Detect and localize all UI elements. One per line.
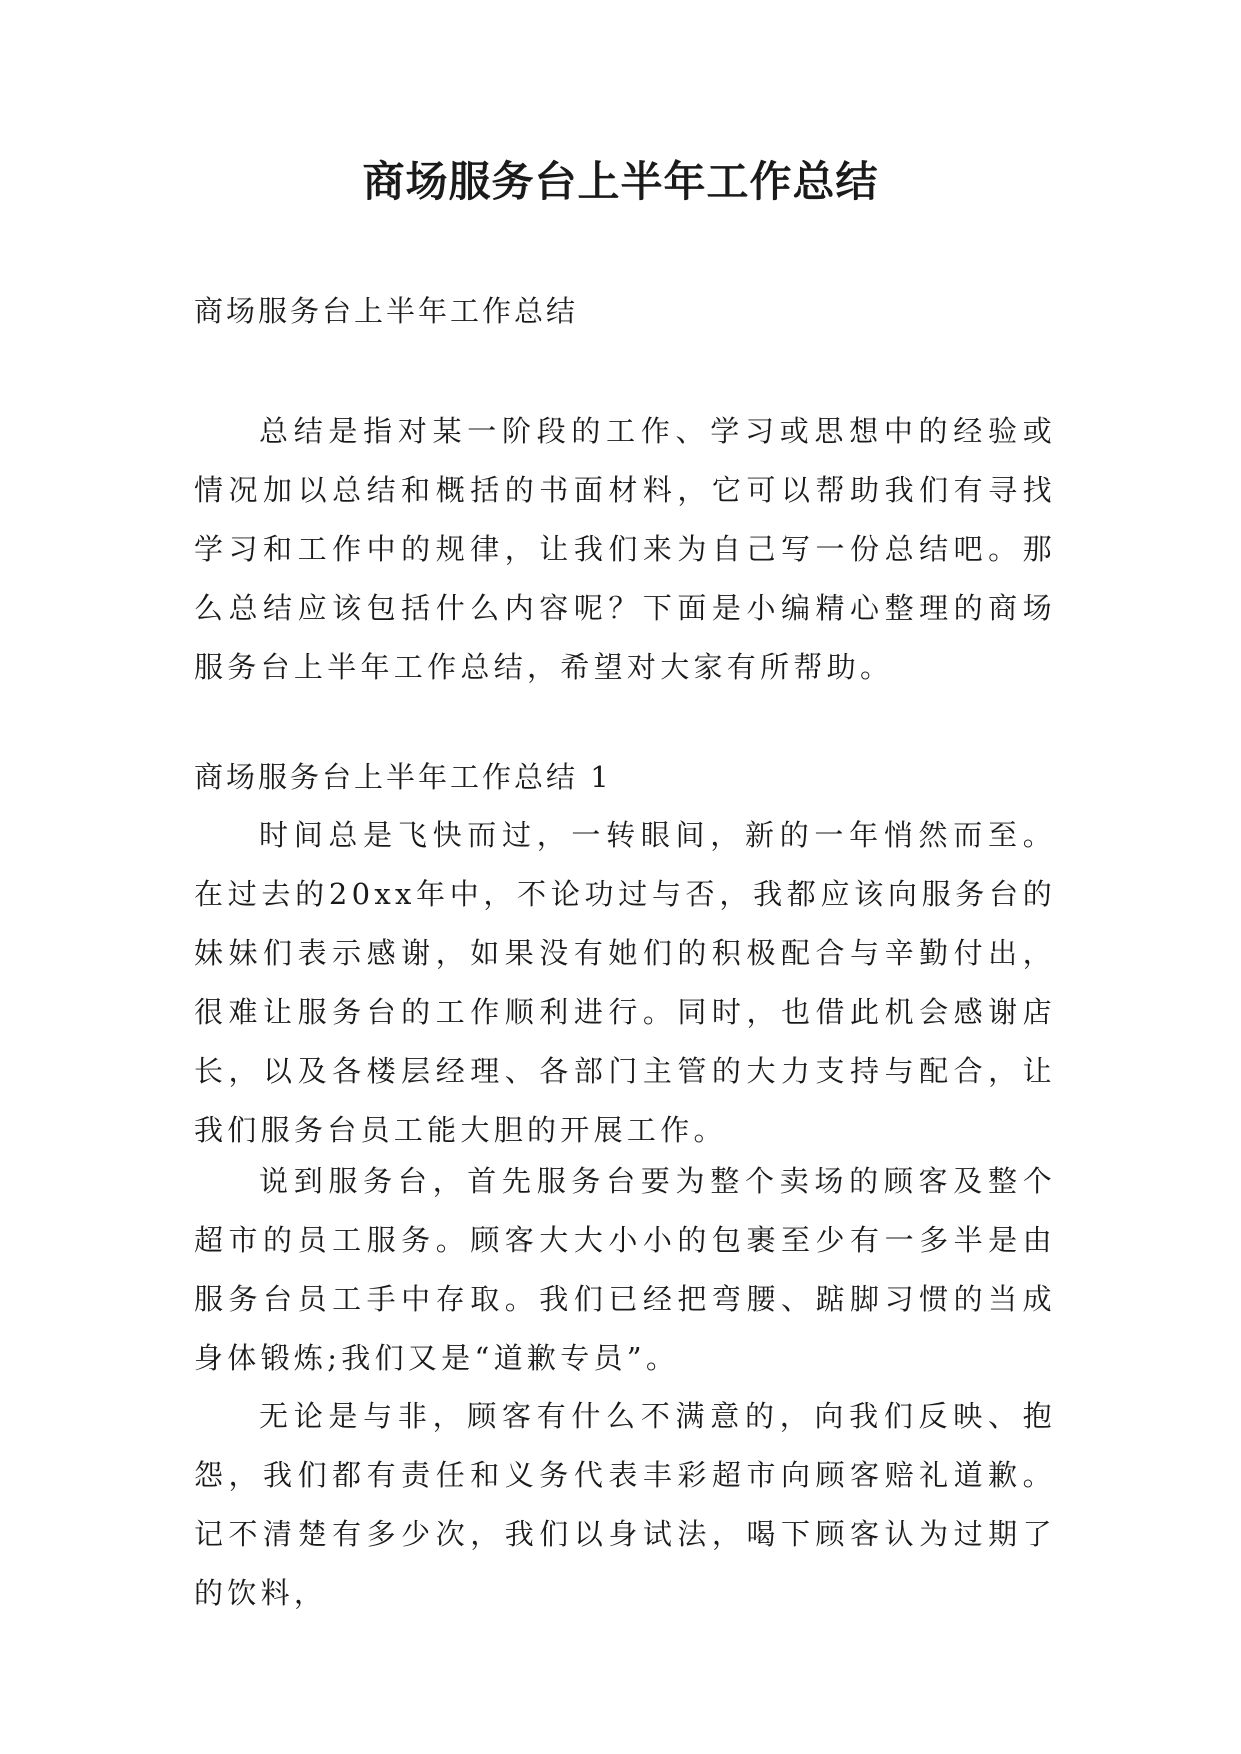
- section-heading: 商场服务台上半年工作总结 1: [194, 760, 612, 794]
- body-paragraph-1: 时间总是飞快而过，一转眼间，新的一年悄然而至。在过去的20xx年中，不论功过与否，我都应该向服务台的妹妹们表示感谢，如果没有她们的积极配合与辛勤付出，很难让服务台的工作顺利进行。同时，也借此机会感谢店长，以及各楼层经理、各部门主管的大力支持与配合，让我们服务台员工能大胆的开展工作。: [194, 818, 1056, 1147]
- body-paragraph-3: 无论是与非，顾客有什么不满意的，向我们反映、抱怨，我们都有责任和义务代表丰彩超市向顾客赔礼道歉。记不清楚有多少次，我们以身试法，喝下顾客认为过期了的饮料，: [194, 1399, 1056, 1610]
- document-title: 商场服务台上半年工作总结: [362, 157, 879, 206]
- intro-paragraph: 总结是指对某一阶段的工作、学习或思想中的经验或情况加以总结和概括的书面材料，它可以帮助我们有寻找学习和工作中的规律，让我们来为自己写一份总结吧。那么总结应该包括什么内容呢？下面是小编精心整理的商场服务台上半年工作总结，希望对大家有所帮助。: [194, 414, 1056, 684]
- body-paragraph-2: 说到服务台，首先服务台要为整个卖场的顾客及整个超市的员工服务。顾客大大小小的包裹至少有一多半是由服务台员工手中存取。我们已经把弯腰、踮脚习惯的当成身体锻炼;我们又是“道歉专员”。: [194, 1164, 1056, 1375]
- document-subtitle: 商场服务台上半年工作总结: [194, 294, 579, 328]
